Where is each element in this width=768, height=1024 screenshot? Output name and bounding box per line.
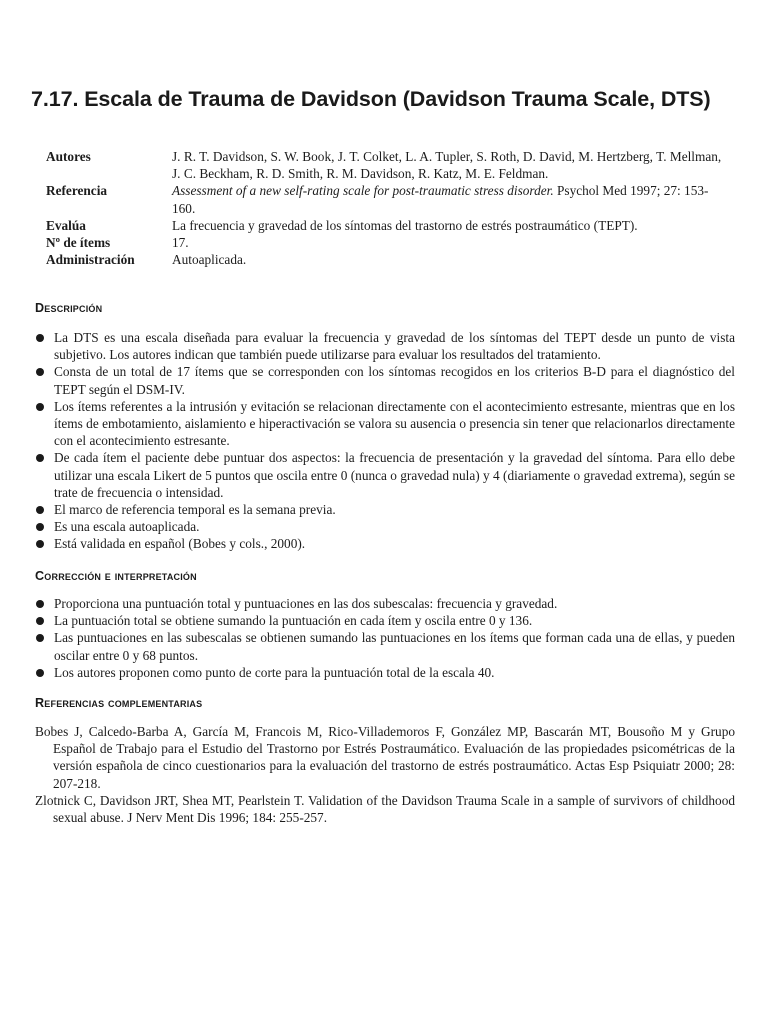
list-item: Los ítems referentes a la intrusión y evitación se relacionan directamente con el acontecimiento estresante, mientras que en los ítems de embotamiento, aislamiento e hiperactivación se valora su ausencia o presencia sin tener que relacionarlos directamente con el acontecimiento estresante. [35, 398, 735, 450]
list-item: El marco de referencia temporal es la semana previa. [35, 501, 735, 518]
list-item: Está validada en español (Bobes y cols., 2000). [35, 535, 735, 552]
meta-evaluates-value: La frecuencia y gravedad de los síntomas del trastorno de estrés postraumático (TEPT). [172, 217, 638, 233]
list-item: La puntuación total se obtiene sumando la puntuación en cada ítem y oscila entre 0 y 136. [35, 612, 735, 629]
bullet-icon [36, 368, 44, 376]
page-title: 7.17. Escala de Trauma de Davidson (Davidson Trauma Scale, DTS) [31, 87, 711, 111]
meta-administration [46, 251, 726, 268]
bullet-icon [36, 600, 44, 608]
meta-reference-label: Referencia [46, 183, 108, 199]
description-list [35, 329, 735, 553]
meta-evaluates-label: Evalúa [46, 217, 86, 233]
correction-heading: Corrección e interpretación [35, 569, 197, 583]
scale-metadata [46, 148, 726, 268]
description-heading: Descripción [35, 301, 103, 315]
meta-reference [46, 182, 726, 216]
bullet-icon [36, 540, 44, 548]
bullet-icon [36, 634, 44, 642]
meta-items-value: 17. [172, 235, 189, 251]
reference-entry: Bobes J, Calcedo-Barba A, García M, Francois M, Rico-Villademoros F, González MP, Bascarán MT, Bousoño M y Grupo Español de Trabajo para el Estudio del Trastorno por Estrés Postraumático. Evaluación de las propiedades psicométricas de la versión española de cinco cuestionarios para la evaluación del trastorno de estrés postraumático. Actas Esp Psiquiatr 2000; 28: 207-218. [35, 724, 735, 791]
list-item: Consta de un total de 17 ítems que se corresponden con los síntomas recogidos en los criterios B-D para el diagnóstico del TEPT según el DSM-IV. [35, 363, 735, 397]
meta-reference-title: Assessment of a new self-rating scale for post-traumatic stress disorder. [172, 183, 554, 199]
reference-entry: Zlotnick C, Davidson JRT, Shea MT, Pearlstein T. Validation of the Davidson Trauma Scale in a sample of survivors of childhood sexual abuse. J Nerv Ment Dis 1996; 184: 255-257. [35, 792, 735, 826]
meta-administration-value: Autoaplicada. [172, 252, 247, 268]
bullet-icon [36, 506, 44, 514]
bullet-icon [36, 669, 44, 677]
list-item: Proporciona una puntuación total y puntuaciones en las dos subescalas: frecuencia y gravedad. [35, 595, 735, 612]
list-item: Es una escala autoaplicada. [35, 518, 735, 535]
references-list [35, 723, 735, 826]
correction-list [35, 595, 735, 681]
meta-authors-label: Autores [46, 149, 91, 164]
meta-items-label: Nº de ítems [46, 235, 111, 251]
meta-reference-value [172, 182, 726, 216]
bullet-icon [36, 454, 44, 462]
bullet-icon [36, 403, 44, 411]
meta-items [46, 234, 726, 251]
meta-administration-label: Administración [46, 252, 135, 268]
meta-reference-source: Psychol Med 1997; 27: 153-160. [172, 183, 709, 216]
references-heading: Referencias complementarias [35, 696, 203, 710]
list-item: Los autores proponen como punto de corte para la puntuación total de la escala 40. [35, 664, 735, 681]
list-item: De cada ítem el paciente debe puntuar dos aspectos: la frecuencia de presentación y la gravedad del síntoma. Para ello debe utilizar una escala Likert de 5 puntos que oscila entre 0 (nunca o gravedad nula) y 4 (diariamente o gravedad extrema), según se trate de frecuencia o intensidad. [35, 449, 735, 501]
list-item: La DTS es una escala diseñada para evaluar la frecuencia y gravedad de los síntomas del TEPT desde un punto de vista subjetivo. Los autores indican que también puede utilizarse para evaluar los resultados del tratamiento. [35, 329, 735, 363]
meta-authors-value: J. R. T. Davidson, S. W. Book, J. T. Colket, L. A. Tupler, S. Roth, D. David, M. Hertzberg, T. Mellman, J. C. Beckham, R. D. Smith, R. M. Davidson, R. Katz, M. E. Feldman. [172, 149, 722, 182]
bullet-icon [36, 617, 44, 625]
list-item: Las puntuaciones en las subescalas se obtienen sumando las puntuaciones en los ítems que forman cada una de ellas, y pueden oscilar entre 0 y 68 puntos. [35, 629, 735, 663]
bullet-icon [36, 523, 44, 531]
meta-evaluates [46, 217, 726, 234]
meta-authors [46, 148, 726, 182]
bullet-icon [36, 334, 44, 342]
